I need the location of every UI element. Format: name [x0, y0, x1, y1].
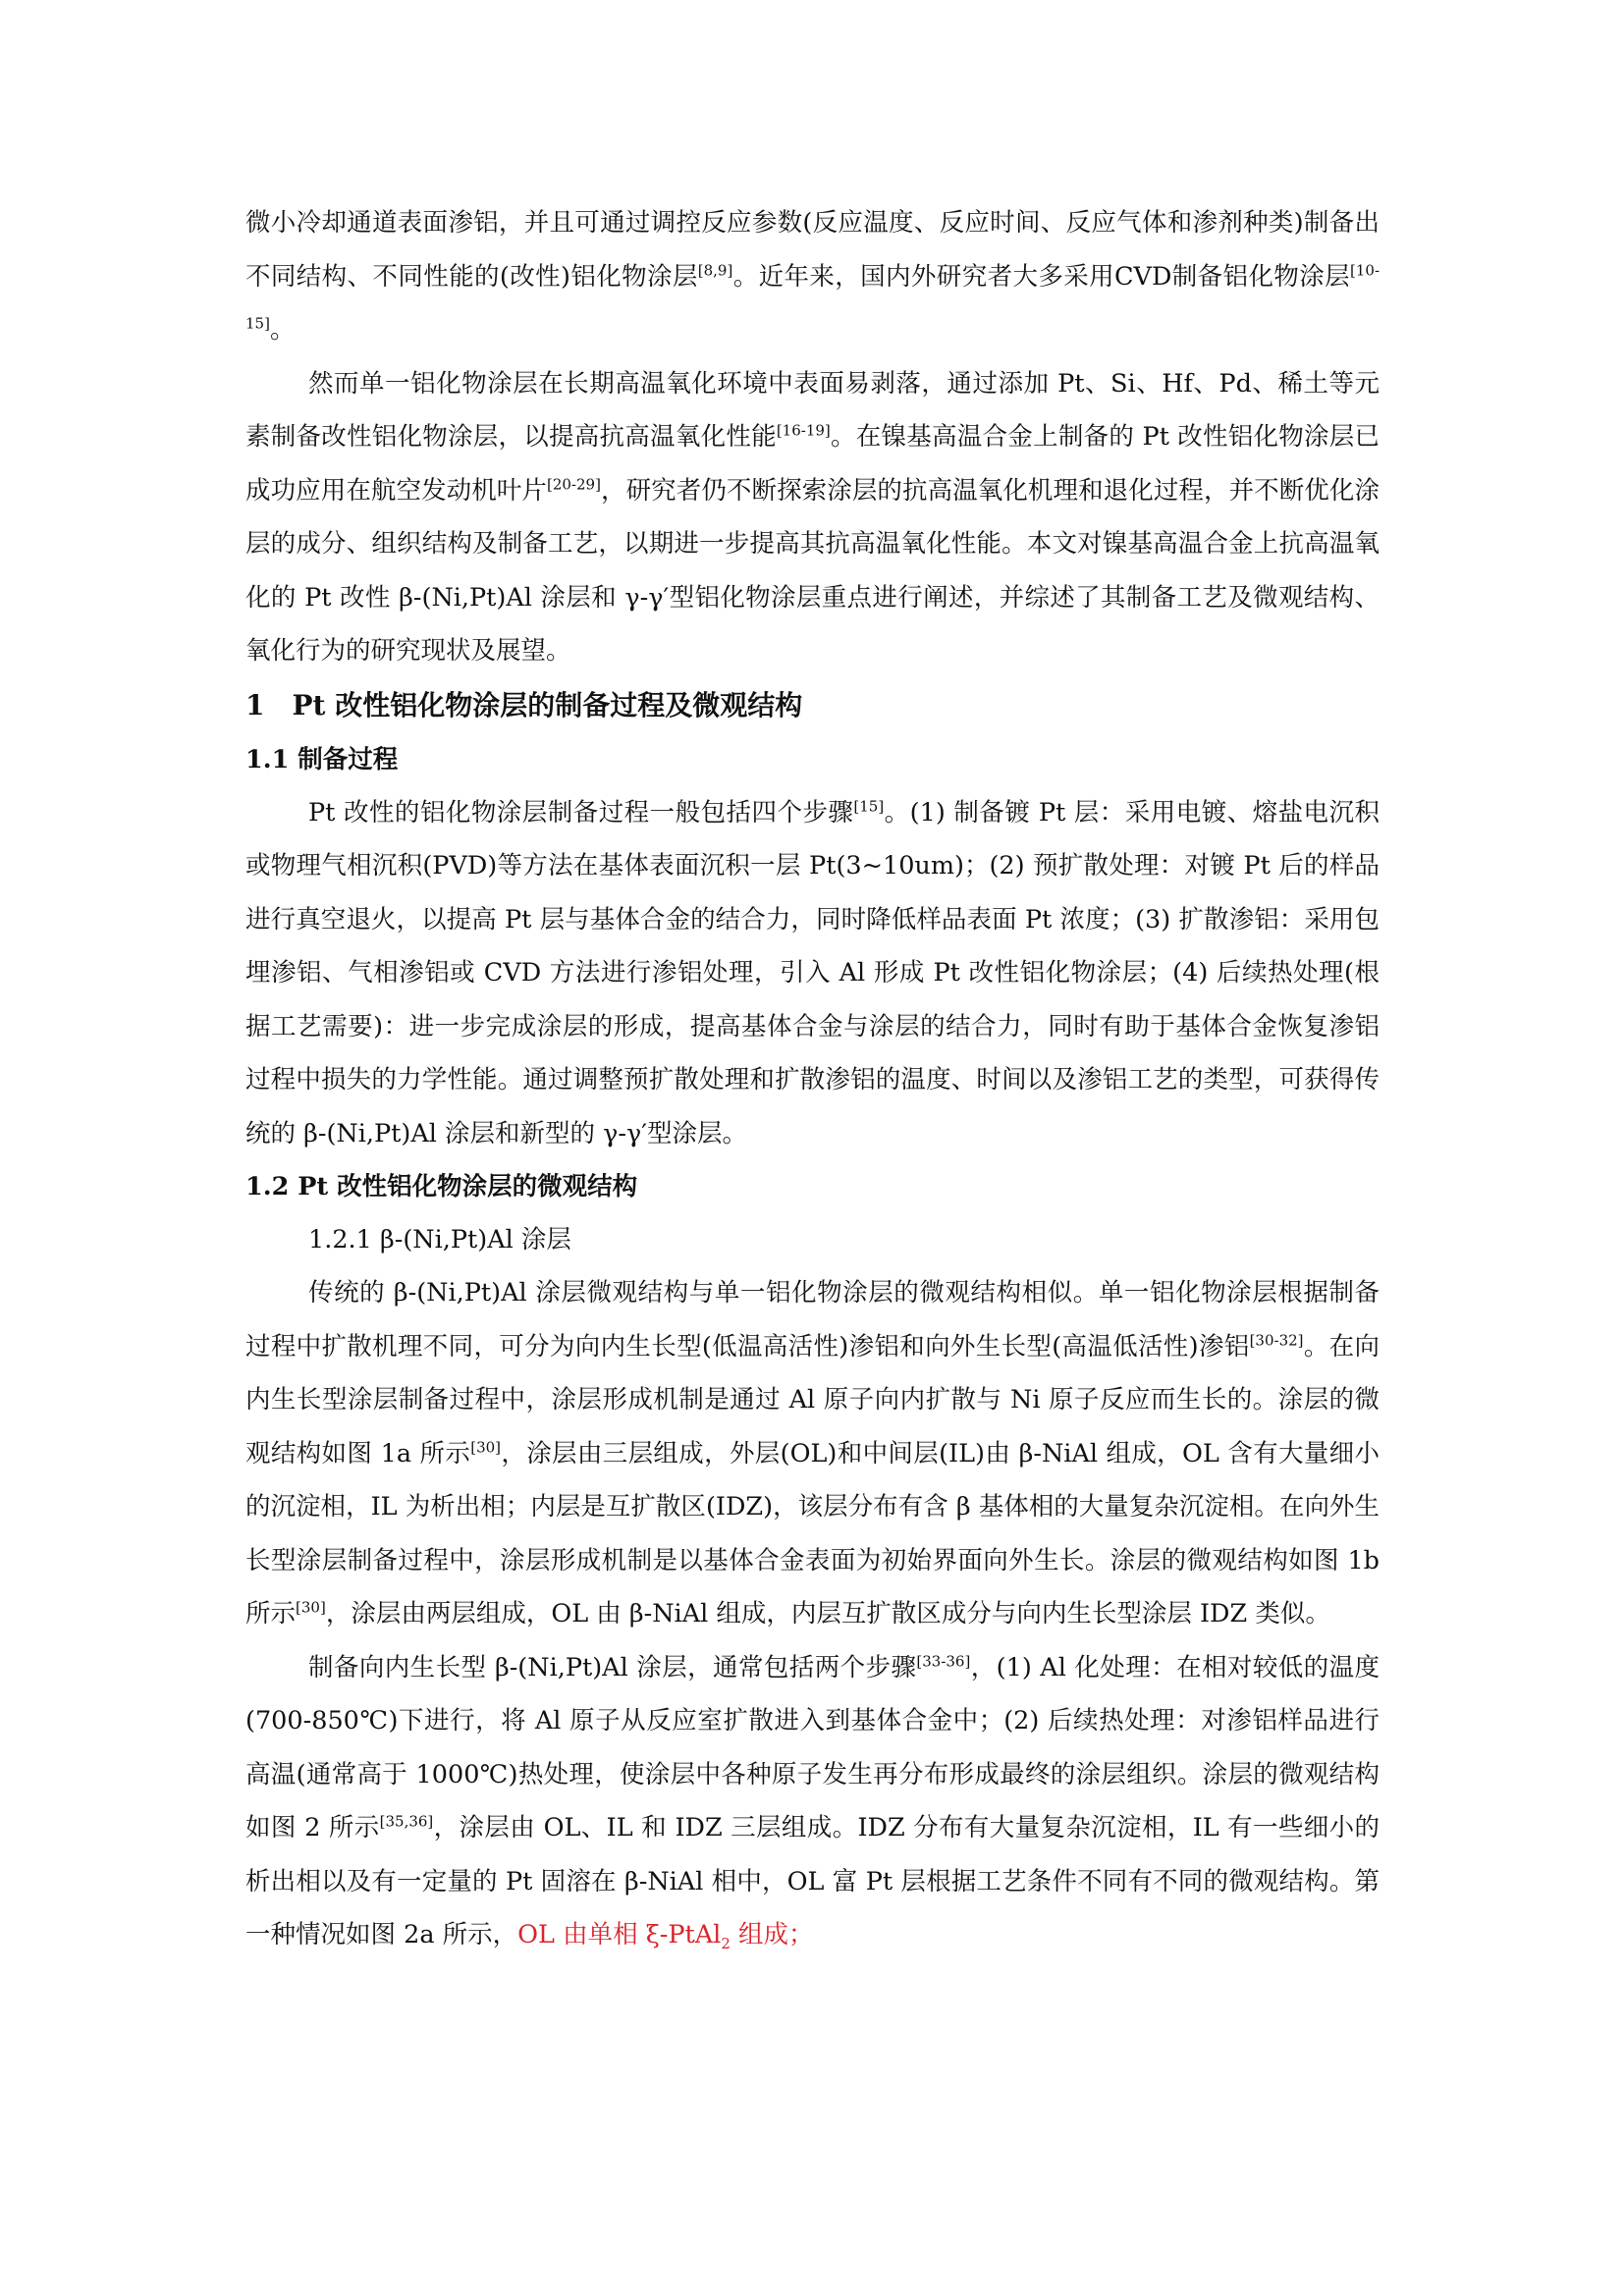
- subscript: 2: [721, 1935, 731, 1953]
- text-run: 制备向内生长型 β-(Ni,Pt)Al 涂层，通常包括两个步骤: [308, 1652, 917, 1682]
- citation: [20-29]: [546, 475, 601, 493]
- citation: [30]: [470, 1438, 502, 1456]
- text-run: ，涂层由三层组成，外层(OL)和中间层(IL)由 β-NiAl 组成，OL 含有大量细小的沉淀相，IL 为析出相；内层是互扩散区(IDZ)，该层分布有含 β 基体相的大量复杂沉淀相。在向外生长型涂层制备过程中，涂层形成机制是以基体合金表面为初始界面向外生长。涂层的微观结构如图 1b 所示: [245, 1438, 1380, 1629]
- paragraph-2: [245, 357, 1380, 678]
- text-run: 传统的 β-(Ni,Pt)Al 涂层微观结构与单一铝化物涂层的微观结构相似。单一铝化物涂层根据制备过程中扩散机理不同，可分为向内生长型(低温高活性)渗铝和向外生长型(高温低活性)渗铝: [245, 1278, 1380, 1362]
- text-run: OL 由单相 ξ-PtAl: [517, 1920, 722, 1949]
- text-run: 。近年来，国内外研究者大多采用CVD制备铝化物涂层: [732, 261, 1350, 292]
- text-run: ，(1) Al 化处理：在相对较低的温度(700-850℃)下进行，将 Al 原子从反应室扩散进入到基体合金中；(2) 后续热处理：对渗铝样品进行高温(通常高于 1000℃)热处理，使涂层中各种原子发生再分布形成最终的涂层组织。涂层的微观结构如图 2 所示: [245, 1652, 1380, 1842]
- citation: [30-32]: [1249, 1331, 1304, 1349]
- citation: [16-19]: [776, 421, 831, 440]
- main-text: [245, 196, 1380, 1962]
- subsection-heading-1-2: 1.2 Pt 改性铝化物涂层的微观结构: [245, 1172, 638, 1201]
- paragraph-4: [245, 1266, 1380, 1641]
- text-run: 然而单一铝化物涂层在长期高温氧化环境中表面易剥落，通过添加 Pt、Si、Hf、Pd、稀土等元素制备改性铝化物涂层，以提高抗高温氧化性能: [245, 368, 1380, 452]
- text-run: 。(1) 制备镀 Pt 层：采用电镀、熔盐电沉积或物理气相沉积(PVD)等方法在基体表面沉积一层 Pt(3~10um)；(2) 预扩散处理：对镀 Pt 后的样品进行真空退火，以提高 Pt 层与基体合金的结合力，同时降低样品表面 Pt 浓度；(3) 扩散渗铝：采用包埋渗铝、气相渗铝或 CVD 方法进行渗铝处理，引入 Al 形成 Pt 改性铝化物涂层；(4) 后续热处理(根据工艺需要)：进一步完成涂层的形成，提高基体合金与涂层的结合力，同时有助于基体合金恢复渗铝过程中损失的力学性能。通过调整预扩散处理和扩散渗铝的温度、时间以及渗铝工艺的类型，可获得传统的 β-(Ni,Pt)Al 涂层和新型的 γ-γ′型涂层。: [245, 797, 1380, 1148]
- text-run: ，涂层由 OL、IL 和 IDZ 三层组成。IDZ 分布有大量复杂沉淀相，IL 有一些细小的析出相以及有一定量的 Pt 固溶在 β-NiAl 相中，OL 富 Pt 层根据工艺条件不同有不同的微观结构。第一种情况如图 2a 所示，: [245, 1813, 1380, 1949]
- section-heading-1: 1 Pt 改性铝化物涂层的制备过程及微观结构: [245, 688, 803, 721]
- text-run: 。在向内生长型涂层制备过程中，涂层形成机制是通过 Al 原子向内扩散与 Ni 原子反应而生长的。涂层的微观结构如图 1a 所示: [245, 1331, 1380, 1468]
- text-run: ，涂层由两层组成，OL 由 β-NiAl 组成，内层互扩散区成分与向内生长型涂层 IDZ 类似。: [325, 1599, 1330, 1629]
- citation: [10-15]: [245, 261, 1380, 333]
- citation: [30]: [296, 1598, 326, 1617]
- citation: [15]: [853, 797, 885, 815]
- text-run: 微小冷却通道表面渗铝，并且可通过调控反应参数(反应温度、反应时间、反应气体和渗剂种类)制备出不同结构、不同性能的(改性)铝化物涂层: [245, 208, 1380, 292]
- text-run: ，研究者仍不断探索涂层的抗高温氧化机理和退化过程，并不断优化涂层的成分、组织结构及制备工艺，以期进一步提高其抗高温氧化性能。本文对镍基高温合金上抗高温氧化的 Pt 改性 β-(Ni,Pt)Al 涂层和 γ-γ′型铝化物涂层重点进行阐述，并综述了其制备工艺及微观结构、氧化行为的研究现状及展望。: [245, 475, 1380, 666]
- text-run: Pt 改性的铝化物涂层制备过程一般包括四个步骤: [308, 797, 854, 828]
- text-run: 。: [269, 315, 296, 345]
- highlighted-revision-text: [517, 1920, 814, 1953]
- paragraph-3: [245, 786, 1380, 1161]
- paragraph-5: [245, 1641, 1380, 1962]
- subsection-heading-1-1: 1.1 制备过程: [245, 744, 399, 774]
- paragraph-1: [245, 196, 1380, 357]
- text-run: 。在镍基高温合金上制备的 Pt 改性铝化物涂层已成功应用在航空发动机叶片: [245, 422, 1380, 506]
- citation: [33-36]: [916, 1652, 971, 1670]
- text-run: 组成；: [730, 1920, 814, 1949]
- citation: [35,36]: [379, 1812, 434, 1831]
- subsubsection-heading-1-2-1: 1.2.1 β-(Ni,Pt)Al 涂层: [308, 1225, 571, 1255]
- citation: [8,9]: [697, 261, 733, 279]
